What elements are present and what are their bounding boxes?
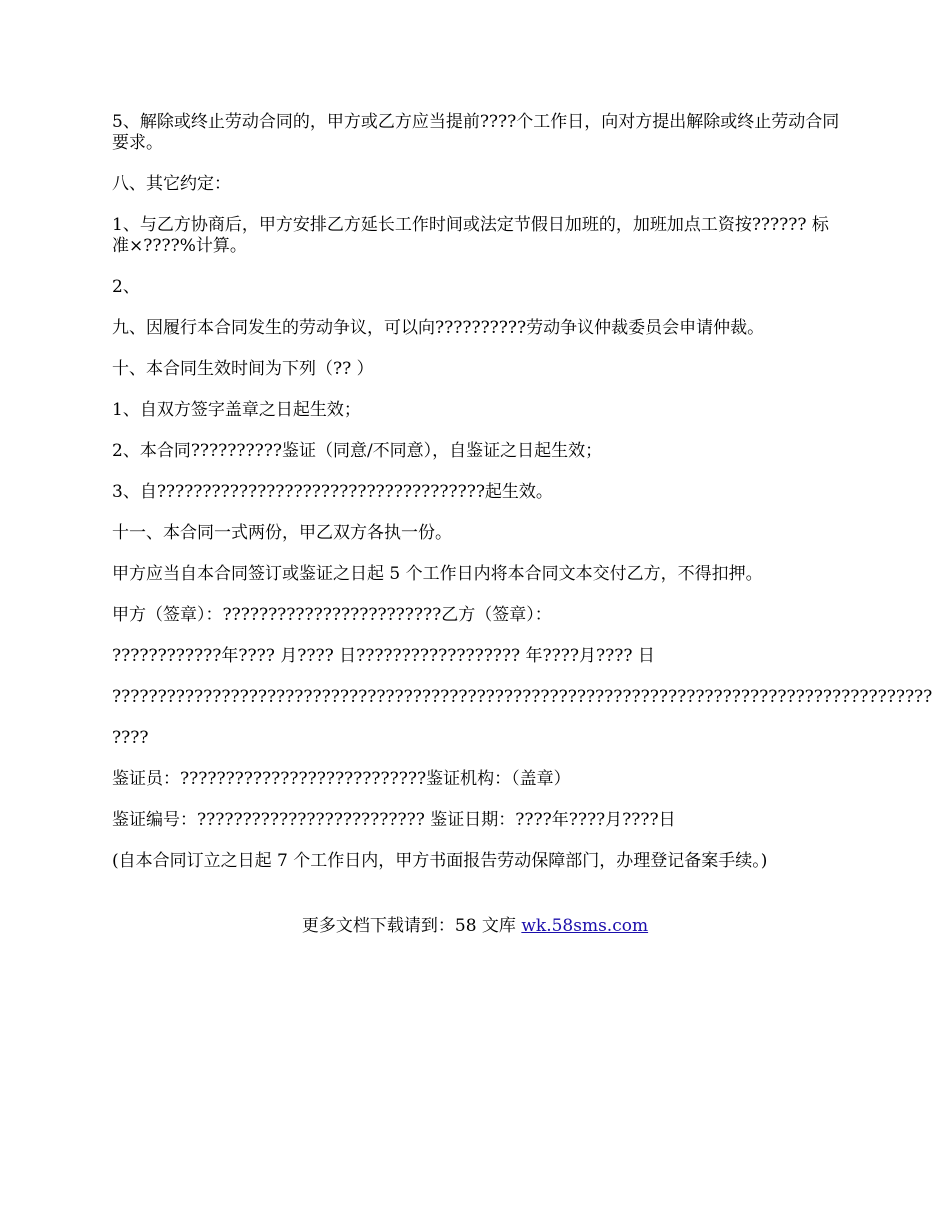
signature-line-parties: 甲方（签章）：????????????????????????乙方（签章）：	[112, 605, 552, 625]
footer-prefix: 更多文档下载请到：58 文库	[301, 916, 522, 936]
verification-number-line: 鉴证编号：????????????????????????? 鉴证日期：????年????月????日	[112, 810, 676, 830]
paragraph-effective-option-2: 2、本合同??????????鉴证（同意/不同意），自鉴证之日起生效；	[112, 441, 603, 461]
download-footer	[0, 916, 950, 937]
placeholder-line: ??????????????????????????????????????????????????????????????????????????????????????????	[112, 687, 933, 707]
document-body	[112, 112, 933, 892]
heading-copies: 十一、本合同一式两份，甲乙双方各执一份。	[112, 523, 452, 543]
paragraph-termination-notice: 5、解除或终止劳动合同的，甲方或乙方应当提前????个工作日，向对方提出解除或终止劳动合同要求。	[112, 112, 840, 153]
signature-dates-line: ????????????年???? 月???? 日?????????????????? 年????月???? 日	[112, 646, 655, 666]
paragraph-effective-option-1: 1、自双方签字盖章之日起生效；	[112, 400, 361, 420]
paragraph-delivery: 甲方应当自本合同签订或鉴证之日起 5 个工作日内将本合同文本交付乙方，不得扣押。	[112, 564, 763, 584]
paragraph-overtime-pay: 1、与乙方协商后，甲方安排乙方延长工作时间或法定节假日加班的，加班加点工资按?????? 标准×????%计算。	[112, 215, 829, 256]
placeholder-short-line: ????	[112, 728, 149, 748]
footer-link[interactable]: wk.58sms.com	[521, 916, 649, 936]
paragraph-effective-option-3: 3、自????????????????????????????????????起生效。	[112, 482, 553, 502]
heading-effective-time: 十、本合同生效时间为下列（?? ）	[112, 359, 374, 379]
verifier-line: 鉴证员：???????????????????????????鉴证机构：（盖章）	[112, 769, 571, 789]
paragraph-labor-dispute: 九、因履行本合同发生的劳动争议，可以向??????????劳动争议仲裁委员会申请仲裁。	[112, 318, 765, 338]
paragraph-item-2-blank: 2、	[112, 277, 140, 297]
registration-note: (自本合同订立之日起 7 个工作日内，甲方书面报告劳动保障部门，办理登记备案手续。)	[112, 851, 768, 871]
heading-other-agreements: 八、其它约定：	[112, 174, 231, 194]
